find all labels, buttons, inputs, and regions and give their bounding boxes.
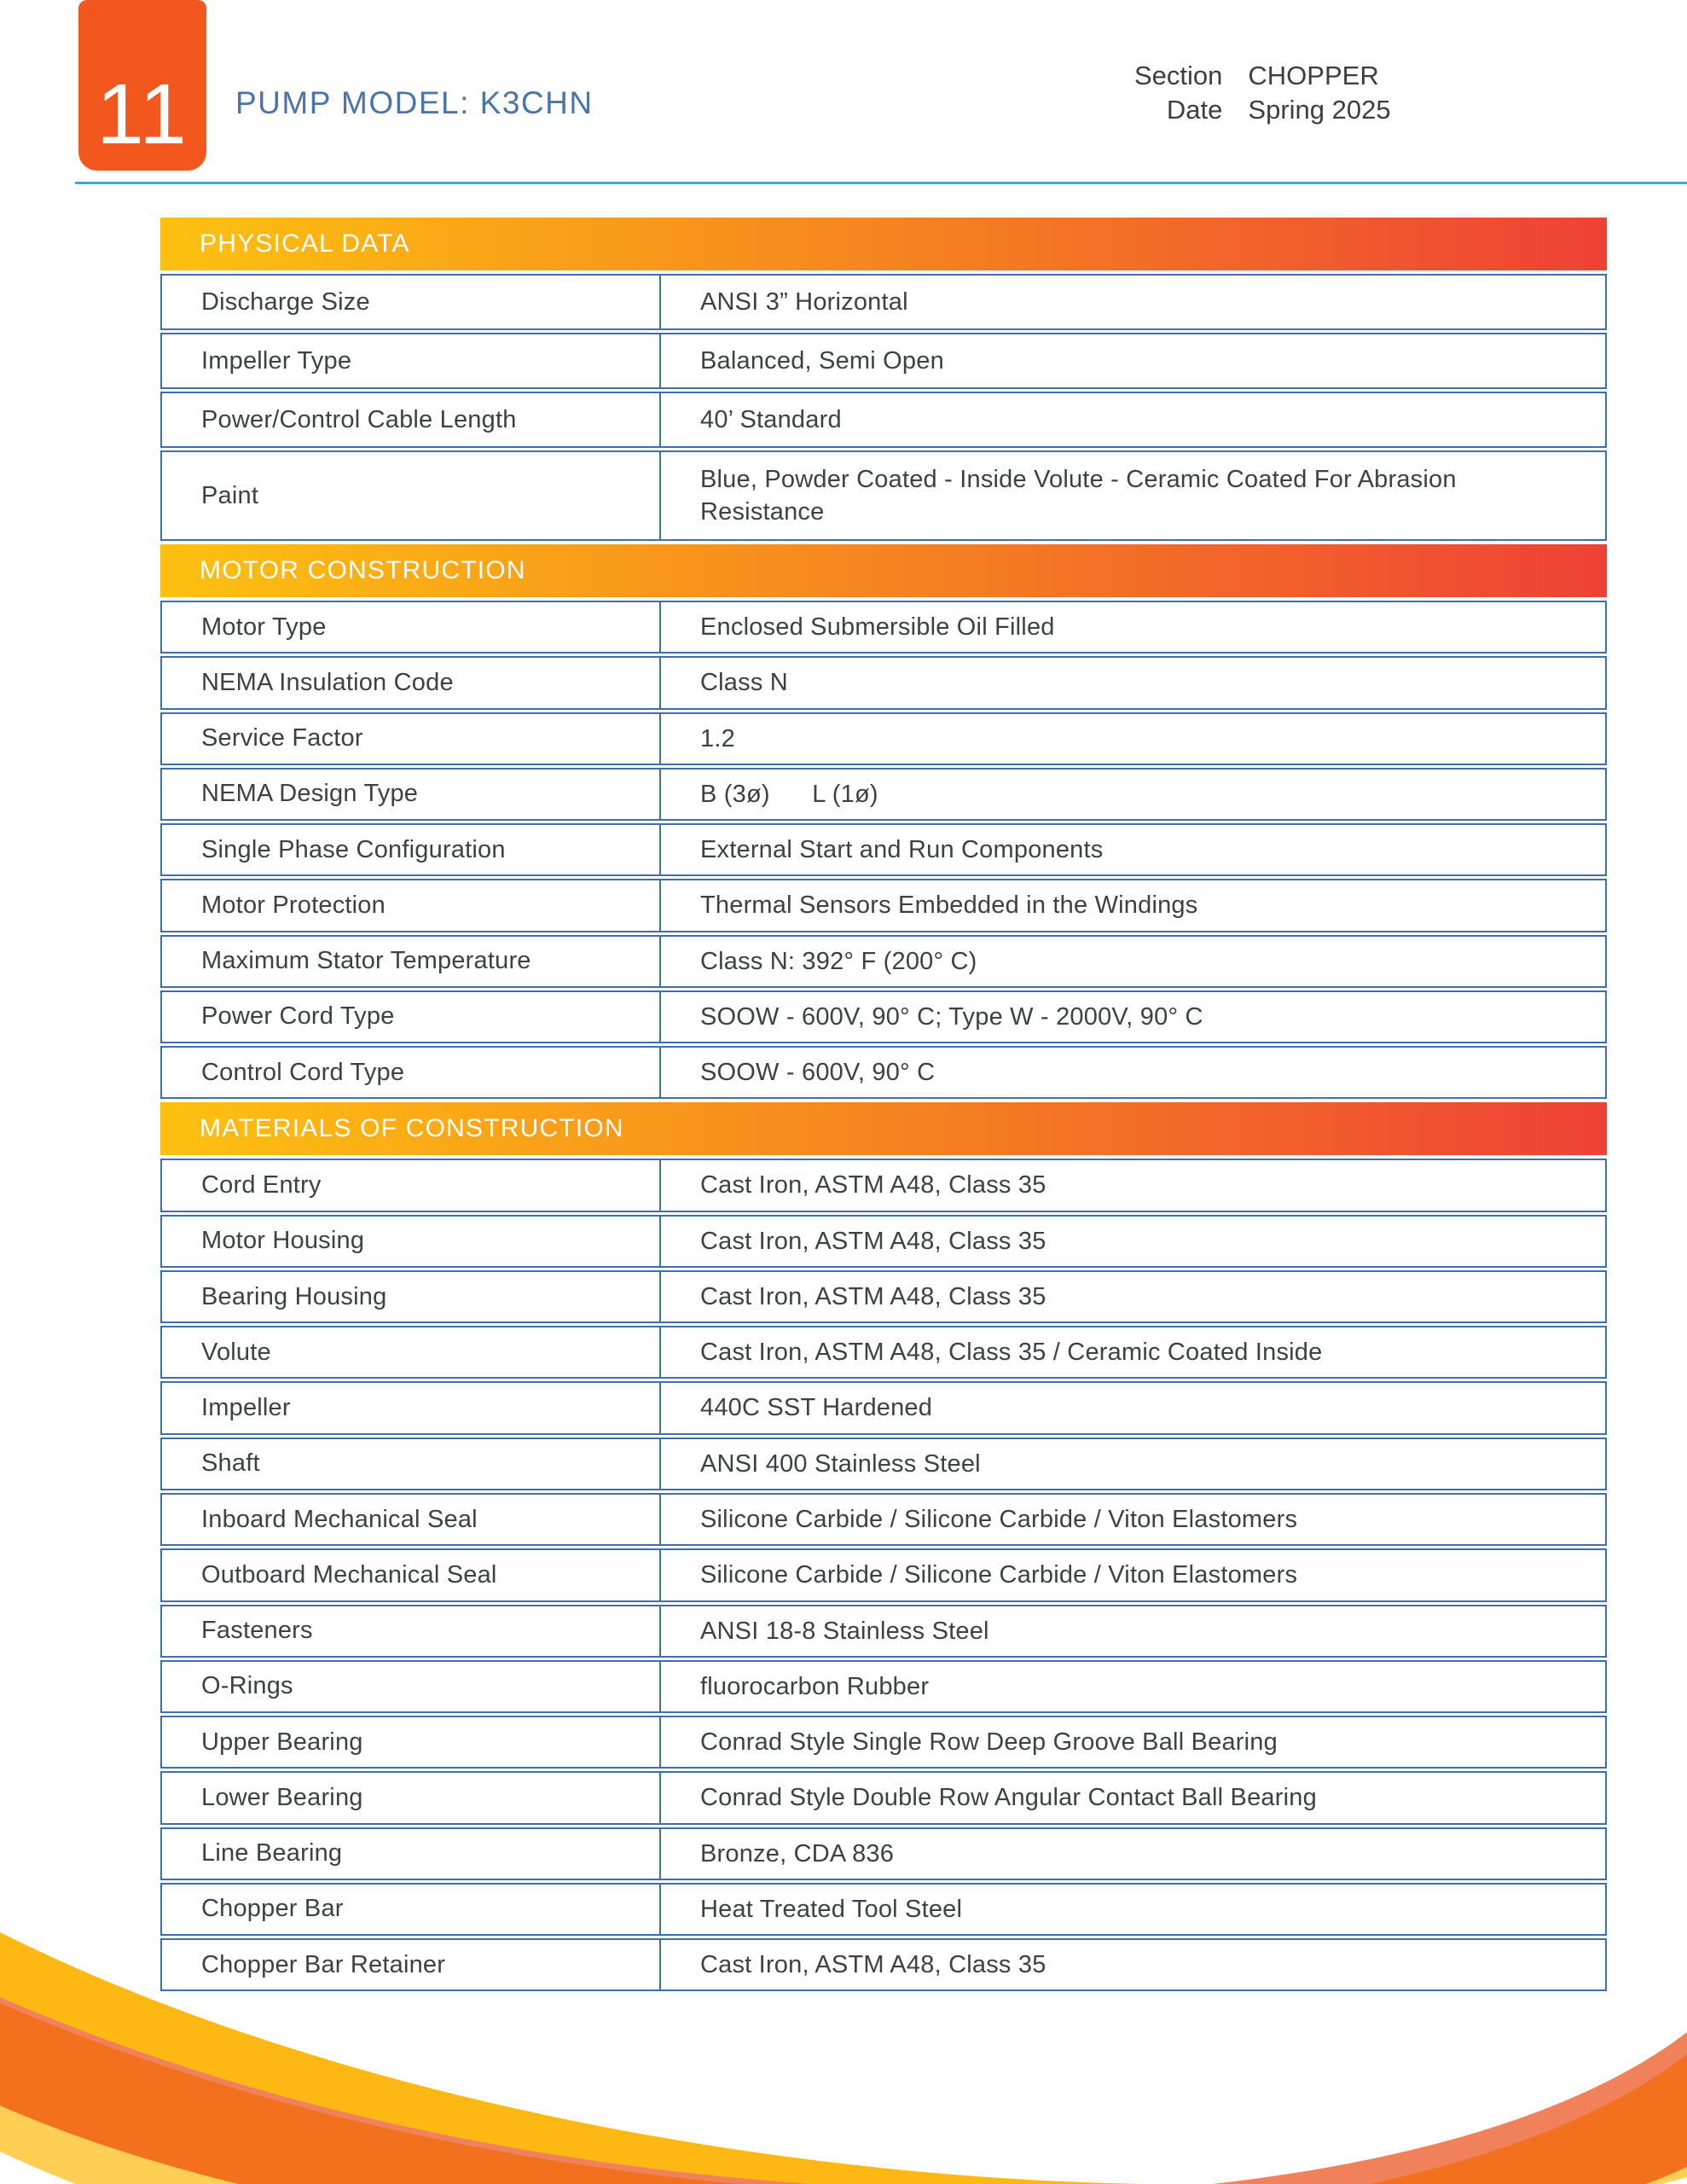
spec-row: [160, 601, 1607, 653]
spec-value: External Start and Run Components: [700, 836, 1104, 864]
spec-row: [160, 1605, 1607, 1658]
section-title: MOTOR CONSTRUCTION: [200, 556, 526, 584]
spec-value: ANSI 18-8 Stainless Steel: [700, 1617, 989, 1645]
spec-value: Enclosed Submersible Oil Filled: [700, 613, 1055, 641]
spec-label: Chopper Bar: [162, 1885, 661, 1934]
spec-label: Power/Control Cable Length: [162, 393, 661, 446]
spec-value: B (3ø) L (1ø): [700, 780, 878, 808]
spec-label: Motor Type: [162, 602, 661, 652]
spec-row: [160, 1046, 1607, 1099]
spec-value: Thermal Sensors Embedded in the Windings: [700, 892, 1198, 920]
spec-label: NEMA Insulation Code: [162, 658, 661, 707]
spec-label: Lower Bearing: [162, 1773, 661, 1822]
spec-label: Motor Housing: [162, 1217, 661, 1266]
spec-label: Outboard Mechanical Seal: [162, 1550, 661, 1600]
spec-label: Shaft: [162, 1439, 661, 1489]
spec-row: [160, 1771, 1607, 1824]
spec-table: [160, 217, 1607, 1991]
spec-value: Silicone Carbide / Silicone Carbide / Viton Elastomers: [700, 1561, 1298, 1589]
spec-label: Volute: [162, 1327, 661, 1377]
spec-row: [160, 656, 1607, 709]
spec-label: Chopper Bar Retainer: [162, 1940, 661, 1989]
spec-row: [160, 450, 1607, 541]
meta-section-label: Section: [1134, 61, 1223, 90]
spec-value: Balanced, Semi Open: [700, 346, 944, 375]
spec-value: Cast Iron, ASTM A48, Class 35: [700, 1951, 1046, 1979]
page-title: PUMP MODEL: K3CHN: [235, 85, 594, 120]
section-title: PHYSICAL DATA: [200, 229, 410, 258]
spec-value: Class N: [700, 669, 788, 697]
spec-row: [160, 1381, 1607, 1434]
spec-value: Cast Iron, ASTM A48, Class 35 / Ceramic Coated Inside: [700, 1339, 1323, 1367]
spec-value: 440C SST Hardened: [700, 1394, 933, 1422]
spec-value: Cast Iron, ASTM A48, Class 35: [700, 1227, 1046, 1255]
spec-label: Line Bearing: [162, 1829, 661, 1879]
spec-label: Fasteners: [162, 1606, 661, 1656]
section-header-band: [160, 1102, 1607, 1155]
spec-label: Bearing Housing: [162, 1272, 661, 1321]
spec-row: [160, 990, 1607, 1043]
spec-label: Power Cord Type: [162, 992, 661, 1042]
spec-label: Inboard Mechanical Seal: [162, 1495, 661, 1544]
spec-label: Discharge Size: [162, 276, 661, 328]
spec-label: Impeller Type: [162, 334, 661, 387]
spec-row: [160, 274, 1607, 330]
spec-row: [160, 1660, 1607, 1713]
spec-value: Class N: 392° F (200° C): [700, 947, 977, 975]
meta-date-value: Spring 2025: [1248, 95, 1391, 125]
spec-row: [160, 1270, 1607, 1323]
spec-label: Maximum Stator Temperature: [162, 937, 661, 986]
spec-value: Blue, Powder Coated - Inside Volute - Ceramic Coated For Abrasion Resistance: [700, 465, 1457, 526]
spec-row: [160, 1493, 1607, 1546]
spec-label: Service Factor: [162, 714, 661, 764]
spec-label: NEMA Design Type: [162, 770, 661, 819]
header-meta: [1134, 60, 1391, 126]
spec-row: [160, 879, 1607, 932]
wave-svg: [0, 1843, 1687, 2184]
spec-row: [160, 1159, 1607, 1211]
section-header-band: [160, 544, 1607, 597]
header-divider-line: [75, 182, 1687, 184]
spec-row: [160, 1716, 1607, 1769]
spec-value: Bronze, CDA 836: [700, 1839, 895, 1867]
spec-row: [160, 1215, 1607, 1268]
section-header-band: [160, 218, 1607, 270]
spec-value: 1.2: [700, 724, 735, 752]
meta-date-label: Date: [1166, 95, 1223, 125]
spec-value: Silicone Carbide / Silicone Carbide / Viton Elastomers: [700, 1505, 1298, 1533]
page-number-tab: [78, 0, 206, 171]
spec-row: [160, 333, 1607, 389]
spec-label: Paint: [162, 452, 661, 539]
spec-label: Upper Bearing: [162, 1717, 661, 1767]
spec-value: Cast Iron, ASTM A48, Class 35: [700, 1282, 1046, 1310]
section-title: MATERIALS OF CONSTRUCTION: [200, 1114, 624, 1143]
spec-row: [160, 823, 1607, 876]
spec-row: [160, 1438, 1607, 1490]
meta-section-value: CHOPPER: [1248, 61, 1379, 90]
spec-row: [160, 392, 1607, 448]
spec-row: [160, 1548, 1607, 1601]
spec-value: SOOW - 600V, 90° C; Type W - 2000V, 90° C: [700, 1002, 1203, 1031]
spec-label: Control Cord Type: [162, 1048, 661, 1097]
page-number: 11: [96, 67, 188, 162]
spec-label: Impeller: [162, 1383, 661, 1432]
spec-value: Conrad Style Double Row Angular Contact Ball Bearing: [700, 1784, 1317, 1812]
spec-label: Cord Entry: [162, 1160, 661, 1210]
spec-row: [160, 935, 1607, 988]
spec-row: [160, 712, 1607, 765]
spec-label: Motor Protection: [162, 880, 661, 930]
spec-value: Conrad Style Single Row Deep Groove Ball Bearing: [700, 1728, 1278, 1757]
spec-value: Heat Treated Tool Steel: [700, 1895, 963, 1923]
spec-row: [160, 768, 1607, 821]
spec-label: O-Rings: [162, 1662, 661, 1711]
spec-value: ANSI 400 Stainless Steel: [700, 1449, 981, 1478]
spec-value: SOOW - 600V, 90° C: [700, 1059, 936, 1087]
spec-value: 40’ Standard: [700, 405, 842, 433]
spec-label: Single Phase Configuration: [162, 825, 661, 874]
bottom-wave-decoration: [0, 1843, 1687, 2184]
spec-value: fluorocarbon Rubber: [700, 1672, 930, 1700]
spec-row: [160, 1326, 1607, 1379]
spec-value: ANSI 3” Horizontal: [700, 288, 908, 316]
spec-value: Cast Iron, ASTM A48, Class 35: [700, 1171, 1046, 1199]
